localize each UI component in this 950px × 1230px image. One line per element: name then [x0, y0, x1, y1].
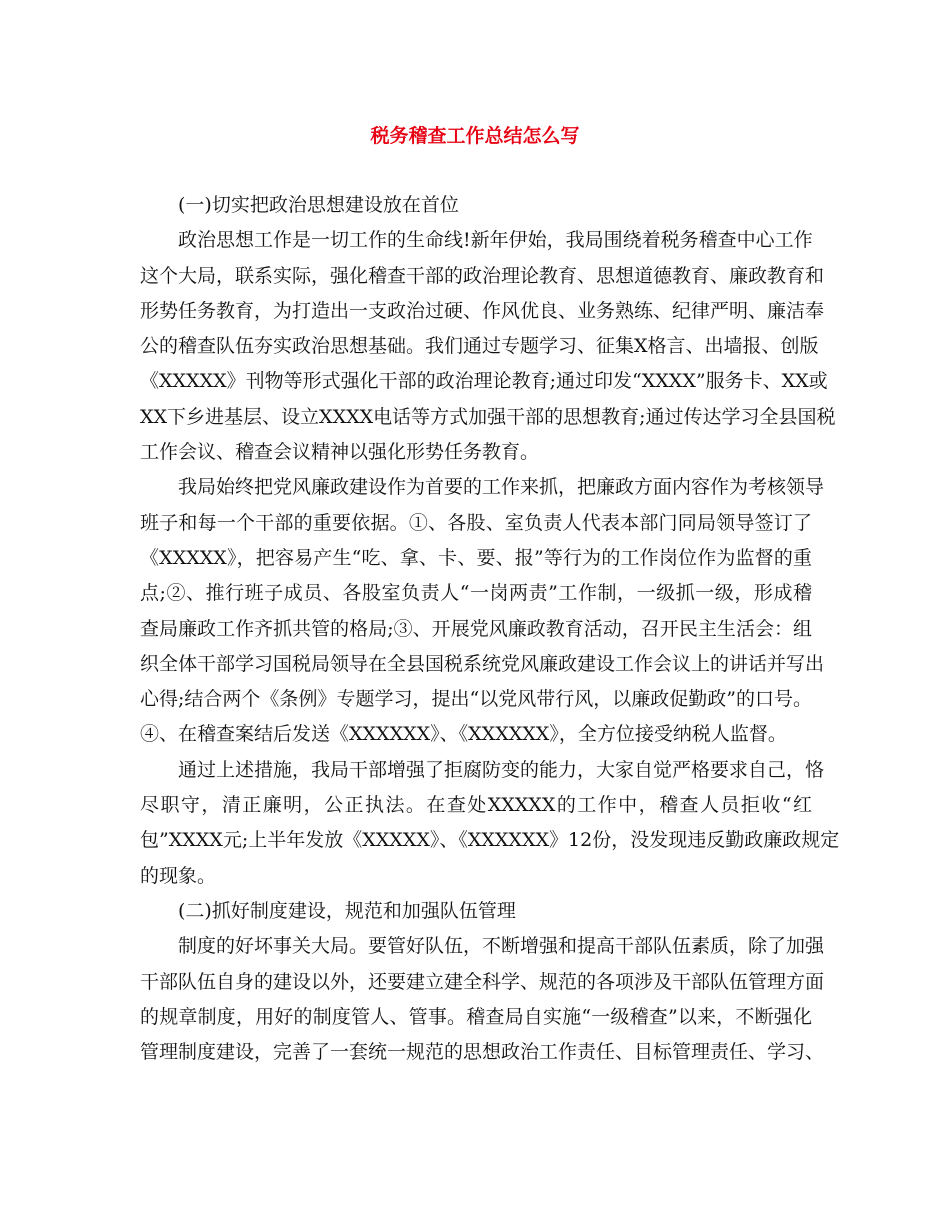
paragraph-line: 心得;结合两个《条例》专题学习，提出“以党风带行风，以廉政促勤政”的口号。 [140, 688, 812, 711]
paragraph-line: 我局始终把党风廉政建设作为首要的工作来抓，把廉政方面内容作为考核领导 [178, 476, 825, 499]
paragraph-line: 制度的好坏事关大局。要管好队伍，不断增强和提高干部队伍素质，除了加强 [178, 935, 825, 958]
section-heading: (一)切实把政治思想建设放在首位 [178, 194, 459, 216]
paragraph-line: XX下乡进基层、设立XXXX电话等方式加强干部的思想教育;通过传达学习全县国税 [140, 405, 836, 428]
paragraph-line: 管理制度建设，完善了一套统一规范的思想政治工作责任、目标管理责任、学习、 [140, 1041, 825, 1064]
paragraph-line: 《XXXXX》刊物等形式强化干部的政治理论教育;通过印发“XXXX”服务卡、XX或 [140, 370, 828, 393]
paragraph-line: 《XXXXX》，把容易产生“吃、拿、卡、要、报”等行为的工作岗位作为监督的重 [140, 546, 812, 569]
paragraph-line: 的规章制度，用好的制度管人、管事。稽查局自实施“一级稽查”以来，不断强化 [140, 1005, 812, 1028]
document-body [140, 188, 840, 1070]
paragraph-line: 政治思想工作是一切工作的生命线!新年伊始，我局围绕着税务稽查中心工作 [178, 229, 813, 252]
document-title: 税务稽查工作总结怎么写 [370, 125, 580, 147]
paragraph-line: 查局廉政工作齐抓共管的格局;③、开展党风廉政教育活动，召开民主生活会：组 [140, 617, 812, 640]
paragraph-line: 这个大局，联系实际，强化稽查干部的政治理论教育、思想道德教育、廉政教育和 [140, 264, 825, 287]
paragraph-line: 干部队伍自身的建设以外，还要建立建全科学、规范的各项涉及干部队伍管理方面 [140, 970, 825, 993]
paragraph-line: 工作会议、稽查会议精神以强化形势任务教育。 [140, 441, 540, 464]
paragraph-line: 尽职守，清正廉明，公正执法。在查处XXXXX的工作中，稽查人员拒收“红 [140, 794, 812, 817]
paragraph-line: 班子和每一个干部的重要依据。①、各股、室负责人代表本部门同局领导签订了 [140, 511, 812, 534]
paragraph-line: 包”XXXX元;上半年发放《XXXXX》、《XXXXXX》12份，没发现违反勤政廉政规定 [140, 829, 840, 852]
paragraph-line: 形势任务教育，为打造出一支政治过硬、作风优良、业务熟练、纪律严明、廉洁奉 [140, 299, 825, 322]
paragraph-line: 织全体干部学习国税局领导在全县国税系统党风廉政建设工作会议上的讲话并写出 [140, 652, 825, 675]
section-heading: (二)抓好制度建设，规范和加强队伍管理 [178, 899, 516, 922]
paragraph-line: 公的稽查队伍夯实政治思想基础。我们通过专题学习、征集X格言、出墙报、创版 [140, 335, 819, 358]
paragraph-line: ④、在稽查案结后发送《XXXXXX》、《XXXXXX》，全方位接受纳税人监督。 [140, 723, 787, 746]
paragraph-line: 的现象。 [140, 864, 217, 887]
paragraph-line: 通过上述措施，我局干部增强了拒腐防变的能力，大家自觉严格要求自己，恪 [178, 758, 825, 781]
paragraph-line: 点;②、推行班子成员、各股室负责人“一岗两责”工作制，一级抓一级，形成稽 [140, 582, 812, 605]
